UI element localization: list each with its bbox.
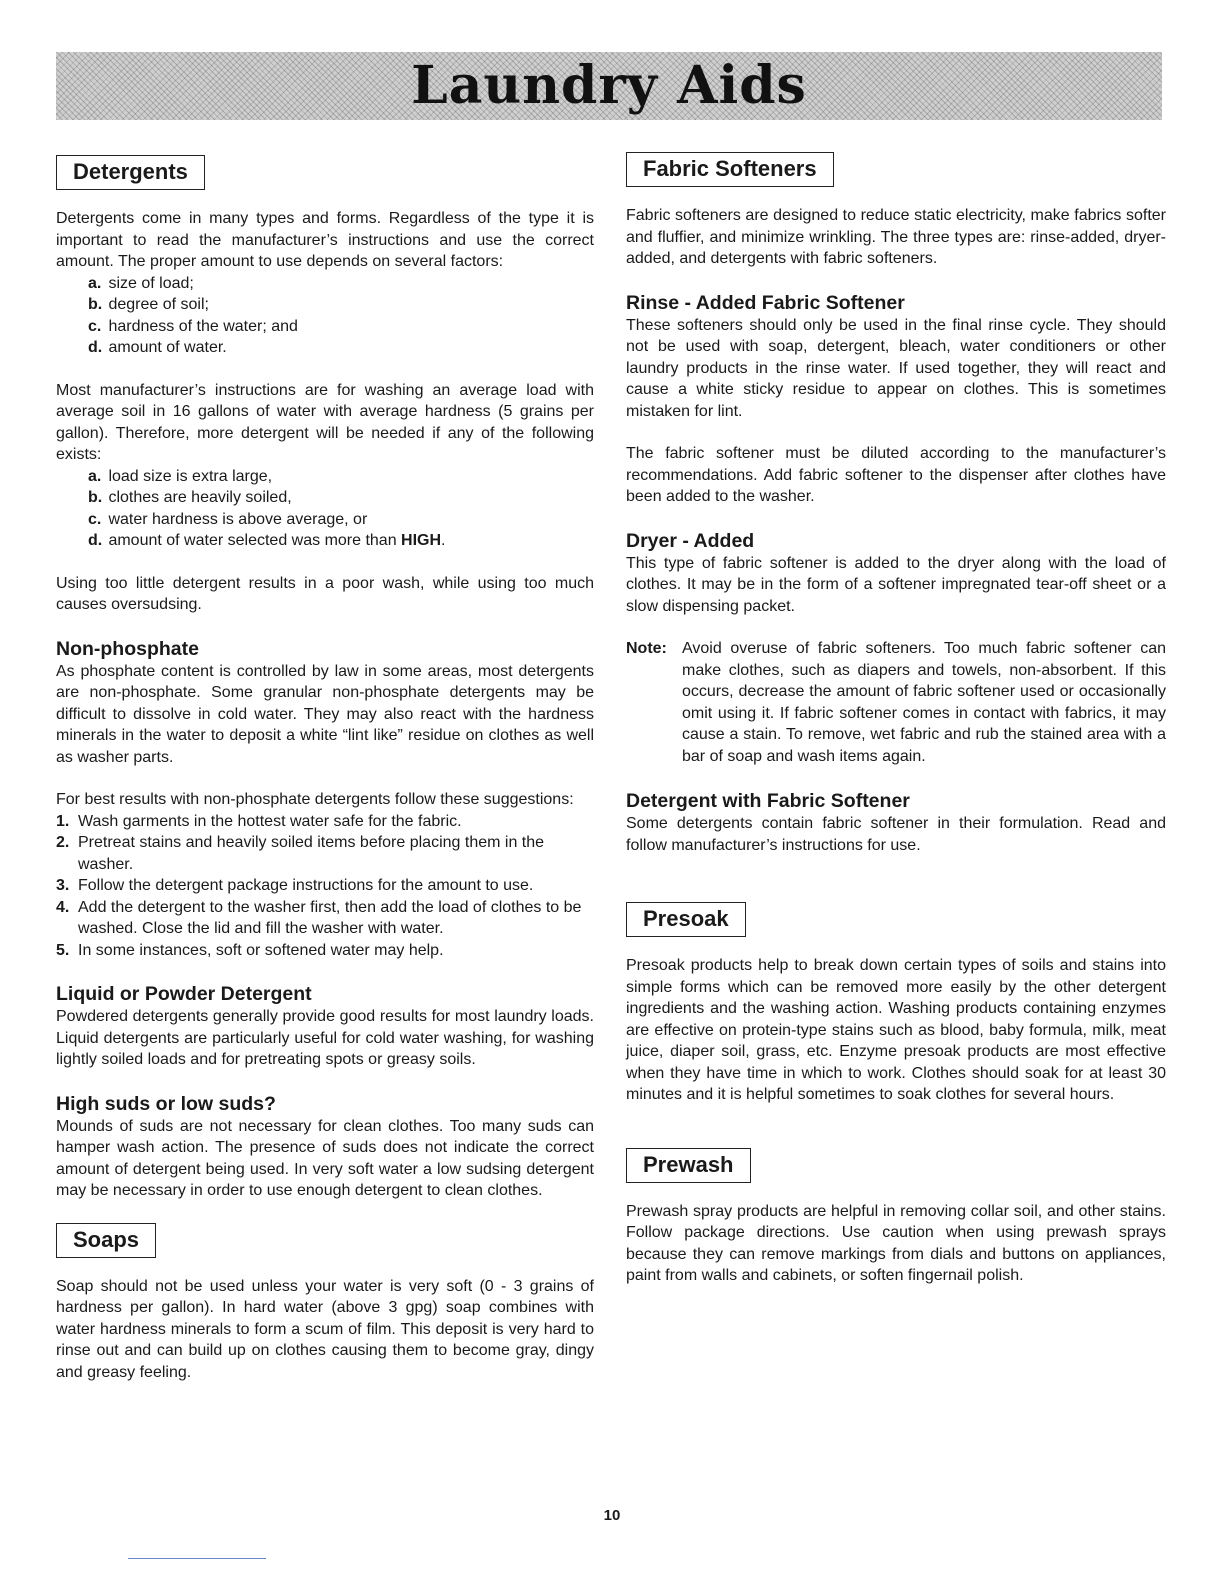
list-marker: 2.	[56, 834, 70, 851]
list-marker: 3.	[56, 877, 70, 894]
list-text: Pretreat stains and heavily soiled items before placing them in the washer.	[78, 834, 545, 873]
list-marker: d.	[88, 532, 103, 549]
list-text: size of load;	[108, 274, 194, 292]
presoak-heading: Presoak	[626, 902, 746, 937]
list-item	[56, 897, 594, 940]
list-text: Wash garments in the hottest water safe for the fabric.	[78, 812, 462, 830]
suds-heading: High suds or low suds?	[56, 1092, 276, 1115]
list-item	[56, 273, 594, 295]
rinse-added-heading: Rinse - Added Fabric Softener	[626, 291, 905, 314]
liquid-powder-heading: Liquid or Powder Detergent	[56, 983, 312, 1005]
list-marker: c.	[88, 317, 102, 335]
too-little-paragraph: Using too little detergent results in a poor wash, while using too much causes oversudsing.	[56, 574, 594, 613]
dryer-added-paragraph: This type of fabric softener is added to the dryer along with the load of clothes. It may be in the form of a softener impregnated tear-off sheet or a slow dispensing packet.	[626, 554, 1166, 615]
liquid-powder-paragraph: Powdered detergents generally provide good results for most laundry loads. Liquid detergents are particularly useful for cold water washing, for washing lightly soiled loads and for pretreating spots or greasy soils.	[56, 1008, 594, 1068]
dryer-added-heading: Dryer - Added	[626, 529, 755, 552]
rinse-added-dilution-paragraph: The fabric softener must be diluted according to the manufacturer’s recommendations. Add fabric softener to the dispenser after clothes have been added to the washer.	[626, 445, 1166, 505]
detergents-heading: Detergents	[56, 155, 205, 190]
fabric-softeners-intro: Fabric softeners are designed to reduce static electricity, make fabrics softer and fluffier, and minimize wrinkling. The three types are: rinse-added, dryer-added, and detergents with fabric softeners.	[626, 207, 1166, 267]
list-item	[56, 940, 594, 962]
soaps-heading: Soaps	[56, 1223, 156, 1258]
list-item	[56, 832, 594, 875]
prewash-heading: Prewash	[626, 1148, 751, 1183]
note-label: Note:	[626, 640, 667, 657]
list-marker: 5.	[56, 941, 70, 959]
list-item	[56, 487, 594, 509]
non-phosphate-paragraph: As phosphate content is controlled by law in some areas, most detergents are non-phosphate. Some granular non-phosphate detergents may be difficult to dissolve in cold water. They may also react with the hardness minerals in the water to deposit a white “lint like” residue on clothes as well as washer parts.	[56, 662, 594, 766]
list-text-end: .	[441, 532, 446, 549]
list-text: hardness of the water; and	[108, 317, 298, 335]
list-marker: a.	[88, 274, 102, 292]
non-phosphate-suggestions-intro: For best results with non-phosphate detergents follow these suggestions:	[56, 791, 574, 808]
non-phosphate-steps-list	[56, 811, 594, 962]
list-item	[56, 466, 594, 488]
list-marker: b.	[88, 296, 103, 313]
list-text: degree of soil;	[108, 296, 209, 313]
softener-note	[626, 638, 1166, 767]
detergent-factors-list	[56, 273, 594, 359]
list-text: In some instances, soft or softened water may help.	[78, 941, 444, 959]
non-phosphate-heading: Non-phosphate	[56, 637, 199, 660]
list-marker: d.	[88, 339, 103, 356]
detergent-with-softener-heading: Detergent with Fabric Softener	[626, 790, 910, 812]
high-setting-label: HIGH	[401, 532, 442, 549]
list-item	[56, 316, 594, 338]
list-text: amount of water.	[108, 339, 227, 356]
page-title: Laundry Aids	[411, 55, 807, 116]
detergent-with-softener-paragraph: Some detergents contain fabric softener in their formulation. Read and follow manufacturer’s instructions for use.	[626, 815, 1166, 854]
list-text: load size is extra large,	[108, 467, 273, 485]
average-load-paragraph: Most manufacturer’s instructions are for washing an average load with average soil in 16 gallons of water with average hardness (5 grains per gallon). Therefore, more detergent will be needed if any of the following exists:	[56, 381, 594, 463]
list-item	[56, 337, 594, 359]
list-marker: a.	[88, 467, 102, 485]
list-text: Add the detergent to the washer first, then add the load of clothes to be washed. Close the lid and fill the washer with water.	[78, 898, 582, 937]
list-item	[56, 811, 594, 833]
list-marker: 1.	[56, 812, 70, 830]
list-text: clothes are heavily soiled,	[108, 489, 292, 506]
list-marker: 4.	[56, 898, 70, 916]
prewash-paragraph: Prewash spray products are helpful in removing collar soil, and other stains. Follow package directions. Use caution when using prewash sprays because they can remove markings from dials and buttons on appliances, paint from walls and cabinets, or soften fingernail polish.	[626, 1202, 1166, 1284]
left-column	[56, 155, 594, 1404]
list-marker: b.	[88, 489, 103, 506]
list-item	[56, 509, 594, 531]
list-text: amount of water selected was more than	[108, 532, 402, 549]
extra-detergent-conditions-list	[56, 466, 594, 552]
page-number: 10	[603, 1507, 621, 1524]
fabric-softeners-heading: Fabric Softeners	[626, 152, 834, 187]
list-text: water hardness is above average, or	[108, 510, 368, 528]
list-item	[56, 875, 594, 897]
rinse-added-paragraph: These softeners should only be used in the final rinse cycle. They should not be used with soap, detergent, bleach, water conditioners or other laundry products in the rinse water. If used together, they will react and cause a white sticky residue to appear on clothes. This is sometimes mistaken for lint.	[626, 316, 1166, 420]
list-item	[56, 294, 594, 316]
detergents-intro: Detergents come in many types and forms. Regardless of the type it is important to read the manufacturer’s instructions and use the correct amount. The proper amount to use depends on several factors:	[56, 210, 594, 270]
soaps-paragraph: Soap should not be used unless your water is very soft (0 - 3 grains of hardness per gallon). In hard water (above 3 gpg) soap combines with water hardness minerals to form a scum of film. This deposit is very hard to rinse out and can build up on clothes causing them to become gray, dingy and greasy feeling.	[56, 1277, 594, 1381]
suds-paragraph: Mounds of suds are not necessary for clean clothes. Too many suds can hamper wash action. The presence of suds does not indicate the correct amount of detergent being used. In very soft water a low sudsing detergent may be necessary in order to use enough detergent to clean clothes.	[56, 1117, 594, 1199]
right-column	[626, 152, 1166, 1308]
list-item	[56, 530, 594, 552]
note-text: Avoid overuse of fabric softeners. Too much fabric softener can make clothes, such as diapers and towels, non-absorbent. If this occurs, decrease the amount of fabric softener used or occasionally omit using it. If fabric softener comes in contact with fabrics, it may cause a stain. To remove, wet fabric and rub the stained area with a bar of soap and wash items again.	[682, 640, 1166, 765]
footer-divider	[128, 1558, 266, 1559]
presoak-paragraph: Presoak products help to break down certain types of soils and stains into simple forms which can be removed more easily by the other detergent ingredients and the washing action. Washing products containing enzymes are effective on protein-type stains such as blood, baby formula, milk, meat juice, diaper soil, grass, etc. Enzyme presoak products are most effective when they have time in which to work. Clothes should soak for at least 30 minutes and it is helpful sometimes to soak clothes for several hours.	[626, 957, 1166, 1103]
list-text: Follow the detergent package instructions for the amount to use.	[78, 877, 534, 894]
list-marker: c.	[88, 510, 102, 528]
title-banner	[56, 52, 1162, 120]
